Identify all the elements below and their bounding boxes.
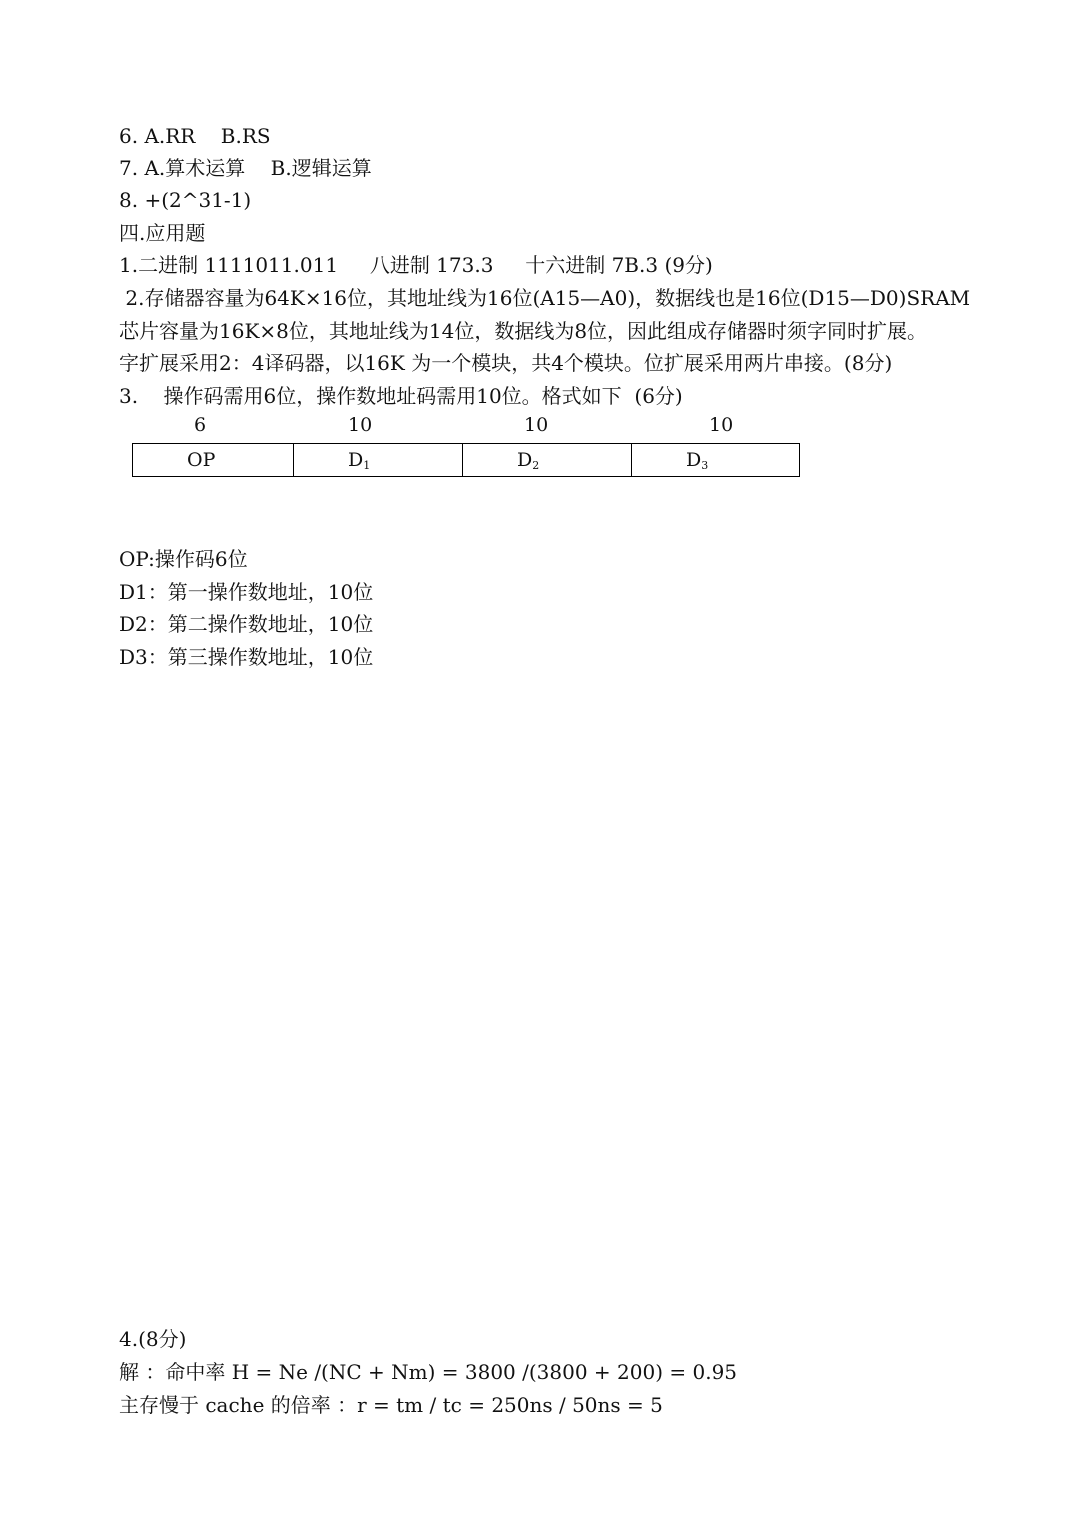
field-d3-label: D (686, 449, 702, 471)
section-heading: 四.应用题 (119, 221, 206, 245)
instruction-format-table (132, 443, 800, 477)
answer-2-line-1: 2.存储器容量为64K×16位，其地址线为16位(A15—A0)，数据线也是16位(D15—D0)SRAM (119, 286, 971, 310)
field-d3-subscript: 3 (701, 459, 709, 472)
answer-1: 1.二进制 1111011.011 八进制 173.3 十六进制 7B.3 (9分) (119, 253, 713, 277)
bit-width-d1: 10 (348, 414, 373, 436)
field-d1 (294, 444, 463, 476)
field-d2-subscript: 2 (532, 459, 540, 472)
field-op-label: OP (187, 449, 216, 471)
bit-width-op: 6 (194, 414, 207, 436)
answer-line-6: 6. A.RR B.RS (119, 124, 271, 148)
bit-width-d2: 10 (524, 414, 549, 436)
answer-3: 3. 操作码需用6位，操作数地址码需用10位。格式如下 (6分) (119, 384, 683, 408)
field-d1-label: D (348, 449, 364, 471)
answer-line-8: 8. +(2^31-1) (119, 188, 252, 212)
field-d3 (632, 444, 799, 476)
field-d2-label: D (517, 449, 533, 471)
answer-4-hit-rate: 解 ：命中率 H = Ne /(NC + Nm) = 3800 /(3800 + 200) = 0.95 (119, 1360, 738, 1384)
answer-2-line-2: 芯片容量为16K×8位，其地址线为14位，数据线为8位，因此组成存储器时须字同时扩展。 (119, 319, 928, 343)
answer-4-speed-ratio: 主存慢于 cache 的倍率 ：r = tm / tc = 250ns / 50ns = 5 (119, 1393, 663, 1417)
field-d1-subscript: 1 (363, 459, 371, 472)
bit-width-d3: 10 (709, 414, 734, 436)
answer-line-7: 7. A.算术运算 B.逻辑运算 (119, 156, 372, 180)
d1-description: D1：第一操作数地址，10位 (119, 580, 374, 604)
d2-description: D2：第二操作数地址，10位 (119, 612, 374, 636)
answer-2-line-3: 字扩展采用2：4译码器，以16K 为一个模块，共4个模块。位扩展采用两片串接。(8分) (119, 351, 893, 375)
d3-description: D3：第三操作数地址，10位 (119, 645, 374, 669)
field-op (133, 444, 294, 476)
answer-4-heading: 4.(8分) (119, 1327, 187, 1351)
field-d2 (463, 444, 632, 476)
op-description: OP:操作码6位 (119, 547, 248, 571)
